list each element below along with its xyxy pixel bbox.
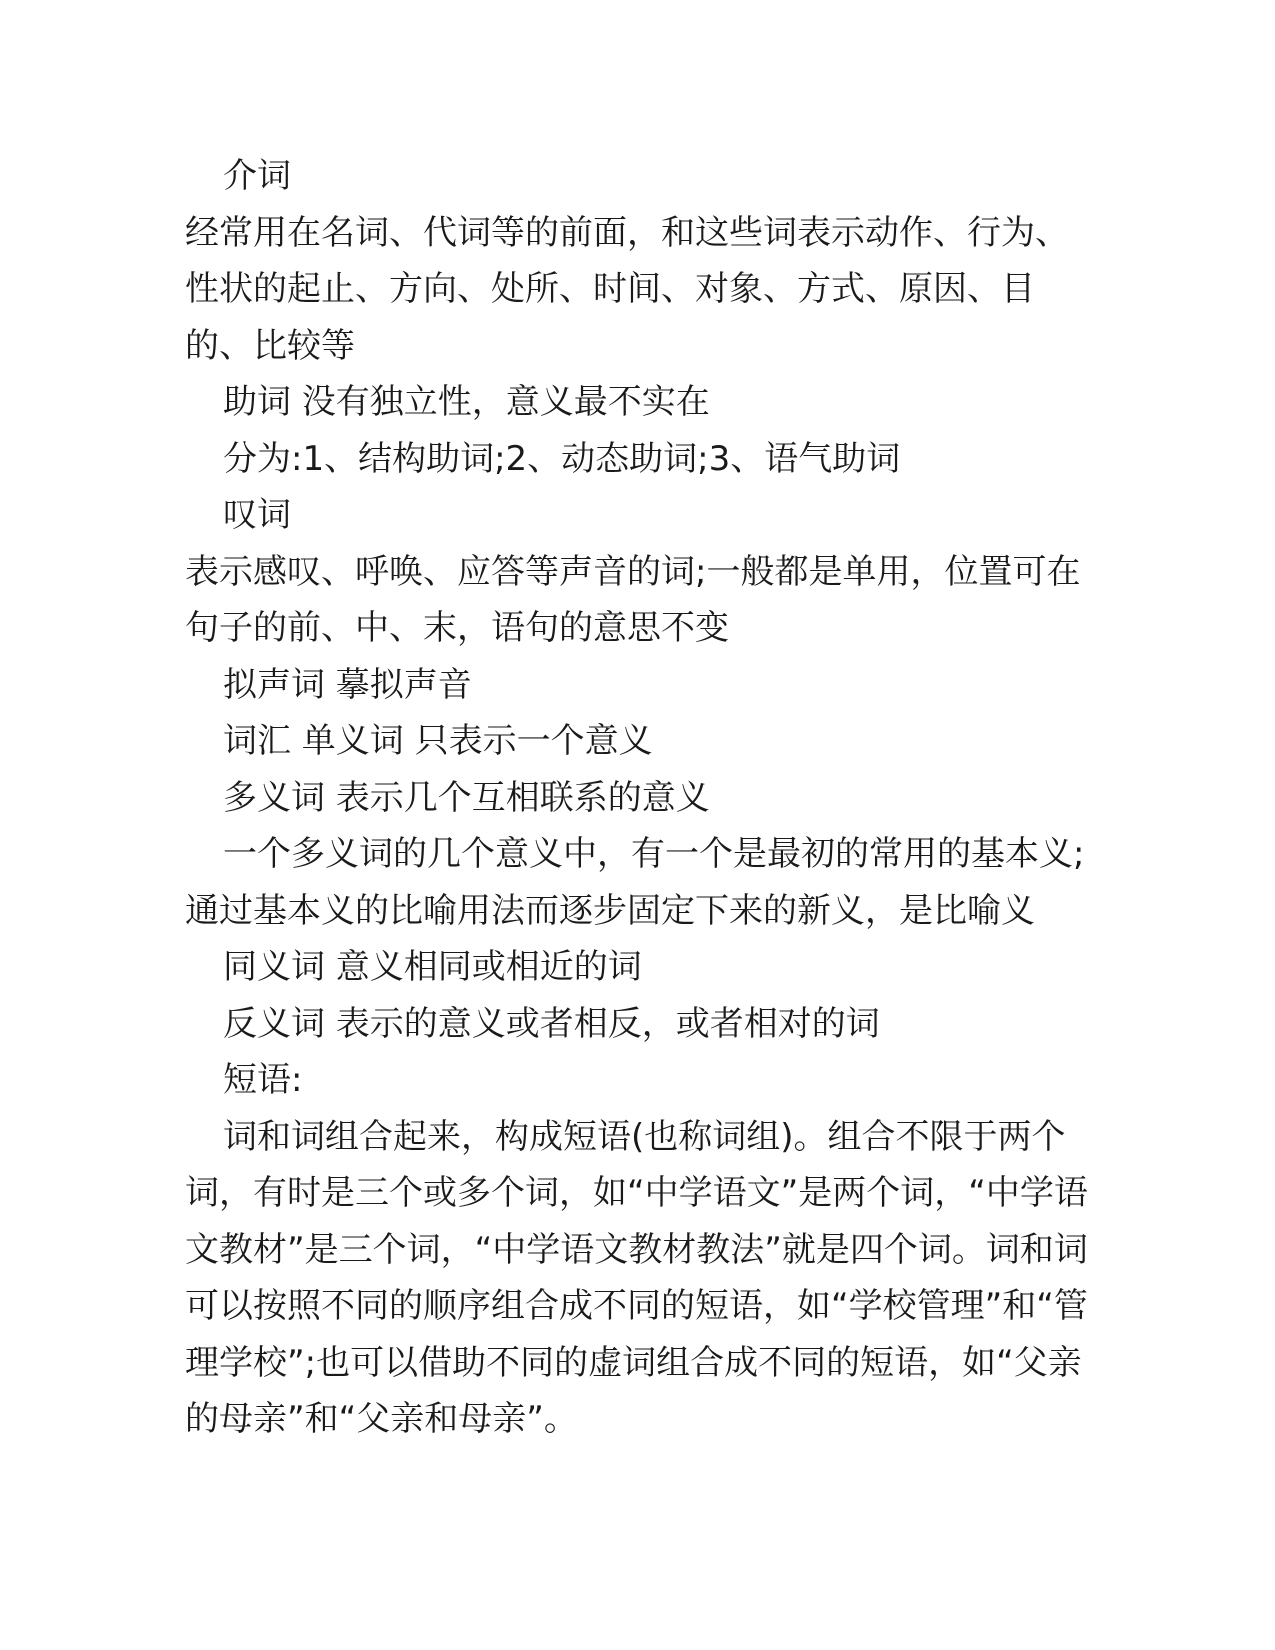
paragraph-interjection-heading: 叹词: [223, 495, 291, 535]
paragraph-auxiliary-types: 分为:1、结构助词;2、动态助词;3、语气助词: [223, 438, 901, 479]
paragraph-interjection-definition: 表示感叹、呼唤、应答等声音的词;一般都是单用，位置可在句子的前、中、末，语句的意思不变: [185, 551, 1081, 648]
paragraph-preposition-heading: 介词: [223, 156, 291, 196]
paragraph-auxiliary: 助词 没有独立性，意义最不实在: [223, 382, 710, 422]
paragraph-vocabulary-single-meaning: 词汇 单义词 只表示一个意义: [223, 721, 653, 761]
paragraph-preposition-definition: 经常用在名词、代词等的前面，和这些词表示动作、行为、性状的起止、方向、处所、时间、对象、方式、原因、目的、比较等: [185, 212, 1069, 366]
paragraph-antonym: 反义词 表示的意义或者相反，或者相对的词: [223, 1003, 880, 1044]
paragraph-phrase-explanation: 词和词组合起来，构成短语(也称词组)。组合不限于两个词，有时是三个或多个词，如“中学语文”是两个词，“中学语文教材”是三个词，“中学语文教材教法”就是四个词。词和词可以按照不同的顺序组合成不同的短语，如“学校管理”和“管理学校”;也可以借助不同的虚词组合成不同的短语，如“父亲的母亲”和“父亲和母亲”。: [185, 1116, 1088, 1439]
paragraph-synonym: 同义词 意义相同或相近的词: [223, 947, 642, 987]
paragraph-polysemy-explanation: 一个多义词的几个意义中，有一个是最初的常用的基本义;通过基本义的比喻用法而逐步固定下来的新义，是比喻义: [185, 834, 1085, 931]
paragraph-polysemy: 多义词 表示几个互相联系的意义: [223, 777, 710, 818]
paragraph-onomatopoeia: 拟声词 摹拟声音: [223, 664, 472, 705]
document-body: [185, 148, 1090, 1448]
paragraph-phrase-heading: 短语:: [223, 1060, 303, 1100]
